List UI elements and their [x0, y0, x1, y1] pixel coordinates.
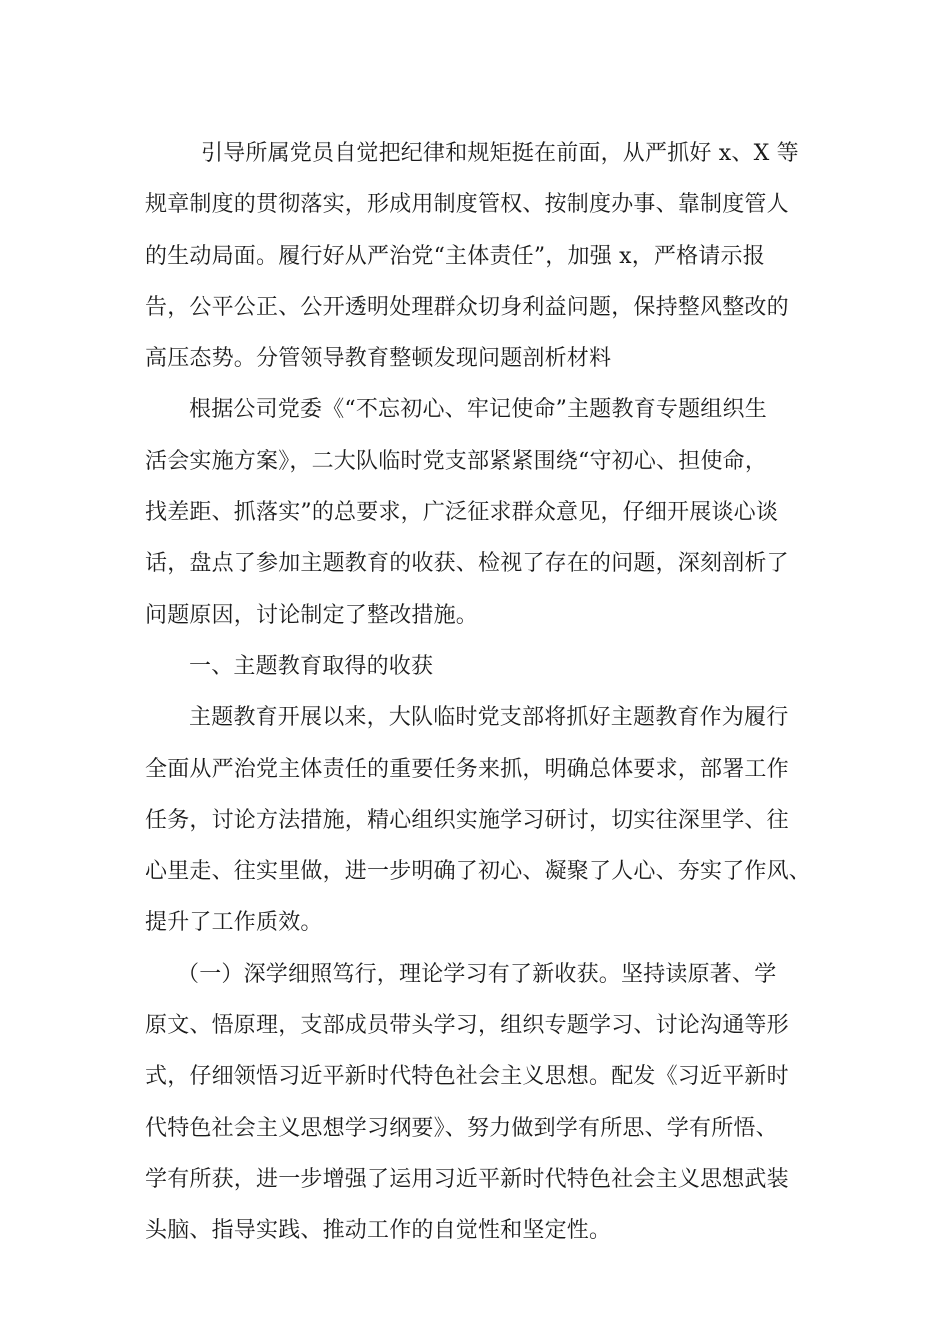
text-line: 代特色社会主义思想学习纲要》、努力做到学有所思、学有所悟、 — [145, 1115, 778, 1141]
text-line: 主题教育开展以来，大队临时党支部将抓好主题教育作为履行 — [189, 705, 789, 731]
text-line: 任务，讨论方法措施，精心组织实施学习研讨，切实往深里学、往 — [145, 807, 789, 833]
text-line: 的生动局面。履行好从严治党“主体责任”，加强 x，严格请示报 — [145, 243, 765, 269]
text-line: 提升了工作质效。 — [145, 910, 323, 936]
paragraph-discipline — [145, 128, 810, 384]
text-line: 活会实施方案》，二大队临时党支部紧紧围绕“守初心、担使命， — [145, 448, 768, 474]
text-line: 找差距、抓落实”的总要求，广泛征求群众意见，仔细开展谈心谈 — [145, 500, 779, 526]
heading-text: 一、主题教育取得的收获 — [189, 653, 434, 679]
text-line: 心里走、往实里做，进一步明确了初心、凝聚了人心、夯实了作风、 — [145, 859, 812, 885]
text-line: 原文、悟原理，支部成员带头学习，组织专题学习、讨论沟通等形 — [145, 1013, 789, 1039]
text-line: 全面从严治党主体责任的重要任务来抓，明确总体要求，部署工作 — [145, 756, 789, 782]
paragraph-theory-study — [145, 949, 810, 1257]
document-body — [145, 128, 810, 1257]
text-line: 告，公平公正、公开透明处理群众切身利益问题，保持整风整改的 — [145, 294, 789, 320]
paragraph-according-to — [145, 384, 810, 640]
text-line: 高压态势。分管领导教育整顿发现问题剖析材料 — [145, 346, 612, 372]
text-line: 式，仔细领悟习近平新时代特色社会主义思想。配发《习近平新时 — [145, 1064, 789, 1090]
text-line: 根据公司党委《“不忘初心、牢记使命”主题教育专题组织生 — [189, 397, 767, 423]
text-line: 话，盘点了参加主题教育的收获、检视了存在的问题，深刻剖析了 — [145, 551, 789, 577]
text-line: 引导所属党员自觉把纪律和规矩挺在前面，从严抓好 x、X 等 — [201, 141, 799, 166]
text-line: 头脑、指导实践、推动工作的自觉性和坚定性。 — [145, 1218, 612, 1244]
text-line: 问题原因，讨论制定了整改措施。 — [145, 602, 479, 628]
text-line: 学有所获，进一步增强了运用习近平新时代特色社会主义思想武装 — [145, 1166, 789, 1192]
text-line: （一）深学细照笃行，理论学习有了新收获。坚持读原著、学 — [177, 961, 777, 987]
paragraph-since-start — [145, 692, 810, 948]
text-line: 规章制度的贯彻落实，形成用制度管权、按制度办事、靠制度管人 — [145, 192, 789, 218]
section-heading — [145, 641, 810, 692]
